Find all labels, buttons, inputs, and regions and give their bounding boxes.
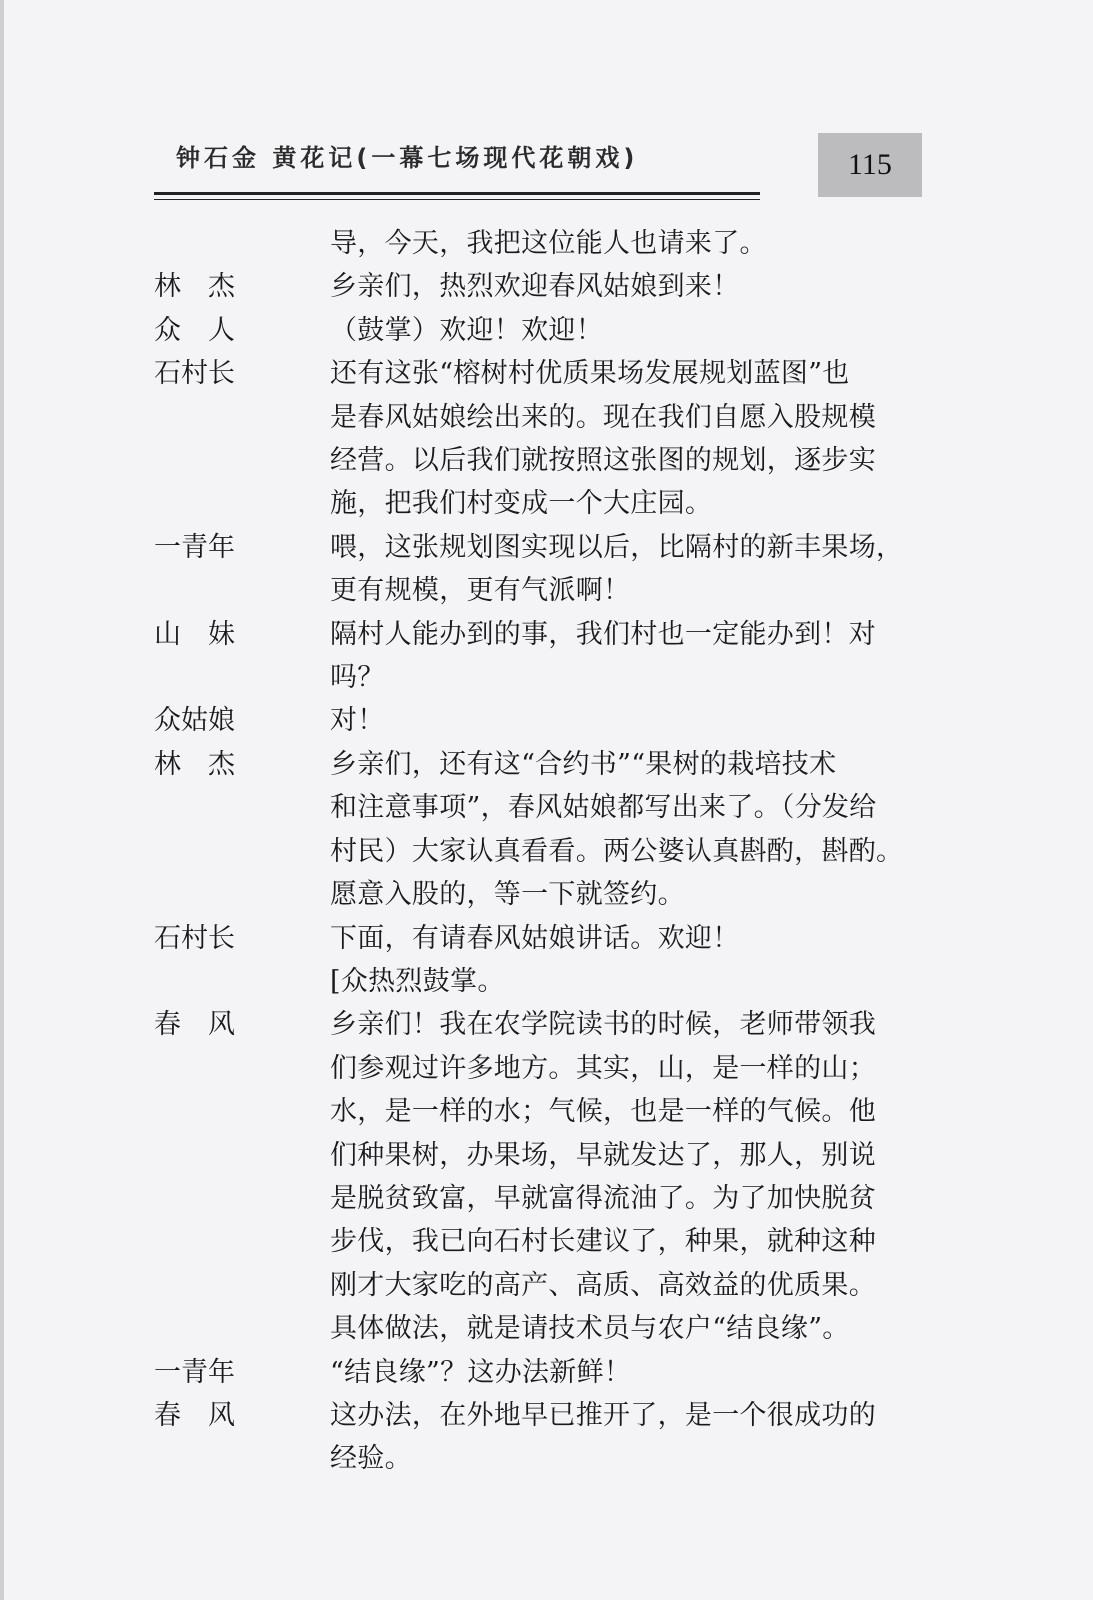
dialogue-text: 们参观过许多地方。其实，山，是一样的山；	[330, 1052, 876, 1084]
dialogue-text: 是脱贫致富，早就富得流油了。为了加快脱贫	[330, 1182, 876, 1214]
dialogue-text: 下面，有请春风姑娘讲话。欢迎！	[330, 922, 740, 954]
script-line	[154, 1047, 924, 1090]
speaker-name	[154, 1047, 330, 1090]
speaker-name: 山 妹	[154, 618, 235, 650]
dialogue-text: 乡亲们，还有这“合约书”“果树的栽培技术	[330, 748, 837, 780]
script-line	[154, 526, 924, 569]
speaker-name: 一青年	[154, 1356, 235, 1388]
dialogue-text: 是春风姑娘绘出来的。现在我们自愿入股规模	[330, 401, 876, 433]
script-line	[154, 960, 924, 1003]
speaker-name	[154, 1177, 330, 1220]
script-line	[154, 830, 924, 873]
script-line	[154, 1437, 924, 1480]
dialogue-text: 导，今天，我把这位能人也请来了。	[330, 228, 767, 259]
script-line	[154, 396, 924, 439]
dialogue-text: 和注意事项”，春风姑娘都写出来了。（分发给	[330, 792, 877, 824]
speaker-name	[154, 960, 330, 1003]
dialogue-text: 乡亲们，热烈欢迎春风姑娘到来！	[330, 271, 740, 303]
script-line	[154, 1351, 924, 1394]
dialogue-text: 水，是一样的水；气候，也是一样的气候。他	[330, 1096, 876, 1128]
page-edge	[0, 0, 4, 1600]
dialogue-text: 经营。以后我们就按照这张图的规划，逐步实	[330, 445, 876, 477]
dialogue-text: 吗？	[330, 662, 385, 694]
dialogue-text: [众热烈鼓掌。	[330, 965, 505, 997]
script-line	[154, 1177, 924, 1220]
speaker-name: 春 风	[154, 1399, 235, 1431]
dialogue-text: 对！	[330, 705, 385, 737]
running-header: 钟石金 黄花记(一幕七场现代花朝戏)	[176, 144, 639, 172]
script-line	[154, 1220, 924, 1263]
speaker-name	[154, 1134, 330, 1177]
script-line	[154, 569, 924, 612]
speaker-name	[154, 1307, 330, 1350]
dialogue-text: 乡亲们！我在农学院读书的时候，老师带领我	[330, 1009, 876, 1041]
speaker-name	[154, 1264, 330, 1307]
speaker-name	[154, 1090, 330, 1133]
script-line	[154, 917, 924, 960]
header-rule-thick	[154, 192, 760, 195]
dialogue-text: 还有这张“榕树村优质果场发展规划蓝图”也	[330, 358, 850, 390]
dialogue-text: 施，把我们村变成一个大庄园。	[330, 488, 713, 520]
script-line	[154, 1264, 924, 1307]
script-line	[154, 309, 924, 352]
script-line	[154, 873, 924, 916]
dialogue-text: （鼓掌）欢迎！欢迎！	[330, 314, 603, 346]
script-line	[154, 439, 924, 482]
dialogue-text: 步伐，我已向石村长建议了，种果，就种这种	[330, 1226, 876, 1258]
dialogue-text: 村民）大家认真看看。两公婆认真斟酌，斟酌。	[330, 835, 904, 867]
script-line	[154, 265, 924, 308]
script-line	[154, 1307, 924, 1350]
speaker-name	[154, 830, 330, 873]
speaker-name	[154, 482, 330, 525]
script-line	[154, 786, 924, 829]
page-number: 115	[818, 133, 922, 197]
speaker-name: 石村长	[154, 922, 235, 954]
speaker-name: 众姑娘	[154, 705, 235, 737]
script-line	[154, 222, 924, 265]
script-line	[154, 1394, 924, 1437]
script-body	[154, 222, 924, 1481]
script-line	[154, 352, 924, 395]
dialogue-text: 喂，这张规划图实现以后，比隔村的新丰果场，	[330, 531, 904, 563]
script-line	[154, 1003, 924, 1046]
speaker-name: 石村长	[154, 358, 235, 390]
speaker-name	[154, 1220, 330, 1263]
speaker-name	[154, 786, 330, 829]
dialogue-text: 具体做法，就是请技术员与农户“结良缘”。	[330, 1313, 850, 1345]
dialogue-text: 愿意入股的，等一下就签约。	[330, 879, 685, 911]
speaker-name: 众 人	[154, 314, 235, 346]
dialogue-text: 刚才大家吃的高产、高质、高效益的优质果。	[330, 1269, 876, 1301]
script-line	[154, 656, 924, 699]
script-line	[154, 699, 924, 742]
speaker-name: 林 杰	[154, 271, 235, 303]
speaker-name	[154, 396, 330, 439]
speaker-name	[154, 873, 330, 916]
script-line	[154, 1090, 924, 1133]
dialogue-text: 隔村人能办到的事，我们村也一定能办到！对	[330, 618, 876, 650]
header-rule-thin	[154, 199, 760, 200]
dialogue-text: “结良缘”？这办法新鲜！	[330, 1356, 632, 1388]
speaker-name	[154, 439, 330, 482]
speaker-name	[154, 569, 330, 612]
script-line	[154, 613, 924, 656]
script-line	[154, 1134, 924, 1177]
dialogue-text: 经验。	[330, 1443, 412, 1475]
speaker-name: 春 风	[154, 1009, 235, 1041]
dialogue-text: 更有规模，更有气派啊！	[330, 575, 631, 607]
speaker-name: 林 杰	[154, 748, 235, 780]
dialogue-text: 这办法，在外地早已推开了，是一个很成功的	[330, 1399, 876, 1431]
speaker-name	[154, 222, 330, 265]
script-line	[154, 482, 924, 525]
speaker-name	[154, 656, 330, 699]
speaker-name: 一青年	[154, 531, 235, 563]
script-line	[154, 743, 924, 786]
dialogue-text: 们种果树，办果场，早就发达了，那人，别说	[330, 1139, 876, 1171]
speaker-name	[154, 1437, 330, 1480]
